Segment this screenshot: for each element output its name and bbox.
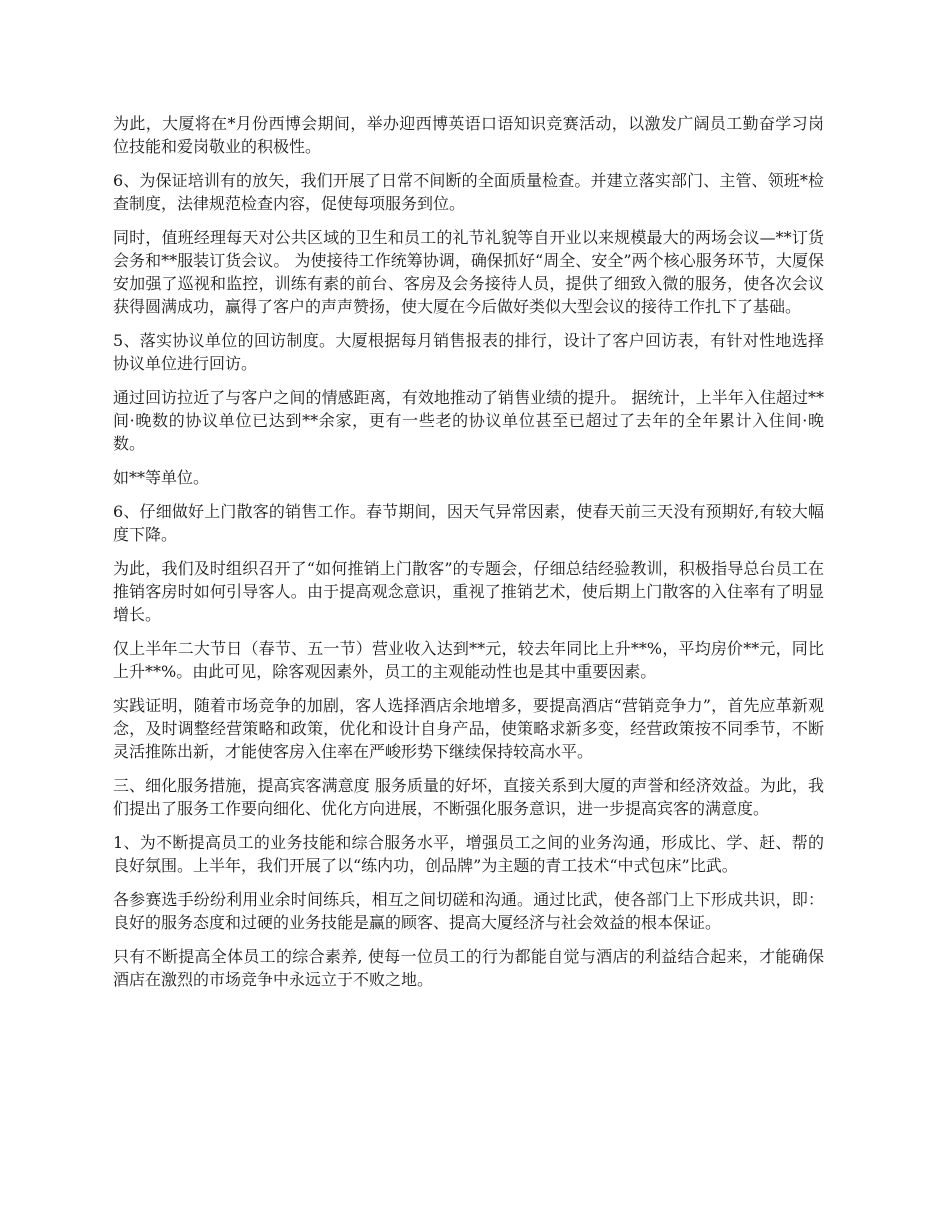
paragraph-6: 如**等单位。 <box>113 468 210 487</box>
paragraph-5: 通过回访拉近了与客户之间的情感距离，有效地推动了销售业绩的提升。 据统计，上半年入住超过**间·晚数的协议单位已达到**余家，更有一些老的协议单位甚至已超过了去年的全年累计入住间·晚数。 <box>113 388 824 453</box>
paragraph-13: 各参赛选手纷纷利用业余时间练兵，相互之间切磋和沟通。通过比武，使各部门上下形成共识，即：良好的服务态度和过硬的业务技能是赢的顾客、提高大厦经济与社会效益的根本保证。 <box>113 890 824 932</box>
paragraph-10: 实践证明，随着市场竞争的加剧，客人选择酒店余地增多，要提高酒店“营销竞争力”，首先应革新观念，及时调整经营策略和政策，优化和设计自身产品，使策略求新多变，经营政策按不同季节，不断灵活推陈出新，才能使客房入住率在严峻形势下继续保持较高水平。 <box>113 696 824 761</box>
paragraph-7: 6、仔细做好上门散客的销售工作。春节期间，因天气异常因素，使春天前三天没有预期好,有较大幅度下降。 <box>113 502 824 544</box>
paragraph-3: 同时，值班经理每天对公共区域的卫生和员工的礼节礼貌等自开业以来规模最大的两场会议—**订货会务和**服装订货会议。 为使接待工作统筹协调，确保抓好“周全、安全”两个核心服务环节，大厦保安加强了巡视和监控，训练有素的前台、客房及会务接待人员，提供了细致入微的服务，使各次会议获得圆满成功，赢得了客户的声声赞扬，使大厦在今后做好类似大型会议的接待工作扎下了基础。 <box>113 228 824 316</box>
paragraph-9: 仅上半年二大节日（春节、五一节）营业收入达到**元，较去年同比上升**%，平均房价**元，同比上升**%。由此可见，除客观因素外，员工的主观能动性也是其中重要因素。 <box>113 639 824 681</box>
paragraph-11: 三、细化服务措施，提高宾客满意度 服务质量的好坏，直接关系到大厦的声誉和经济效益。为此，我们提出了服务工作要向细化、优化方向进展，不断强化服务意识，进一步提高宾客的满意度。 <box>113 776 824 818</box>
paragraph-1: 为此，大厦将在*月份西博会期间，举办迎西博英语口语知识竞赛活动，以激发广阔员工勤奋学习岗位技能和爱岗敬业的积极性。 <box>113 114 824 156</box>
paragraph-14: 只有不断提高全体员工的综合素养, 使每一位员工的行为都能自觉与酒店的利益结合起来，才能确保酒店在激烈的市场竞争中永远立于不败之地。 <box>113 947 824 989</box>
paragraph-8: 为此，我们及时组织召开了“如何推销上门散客”的专题会，仔细总结经验教训，积极指导总台员工在推销客房时如何引导客人。由于提高观念意识，重视了推销艺术，使后期上门散客的入住率有了明显增长。 <box>113 559 824 624</box>
paragraph-12: 1、为不断提高员工的业务技能和综合服务水平，增强员工之间的业务沟通，形成比、学、赶、帮的良好氛围。上半年，我们开展了以“练内功，创品牌”为主题的青工技术“中式包床”比武。 <box>113 833 824 875</box>
paragraph-2: 6、为保证培训有的放矢，我们开展了日常不间断的全面质量检查。并建立落实部门、主管、领班*检查制度，法律规范检查内容，促使每项服务到位。 <box>113 171 824 213</box>
paragraph-4: 5、落实协议单位的回访制度。大厦根据每月销售报表的排行，设计了客户回访表，有针对性地选择协议单位进行回访。 <box>113 331 824 373</box>
